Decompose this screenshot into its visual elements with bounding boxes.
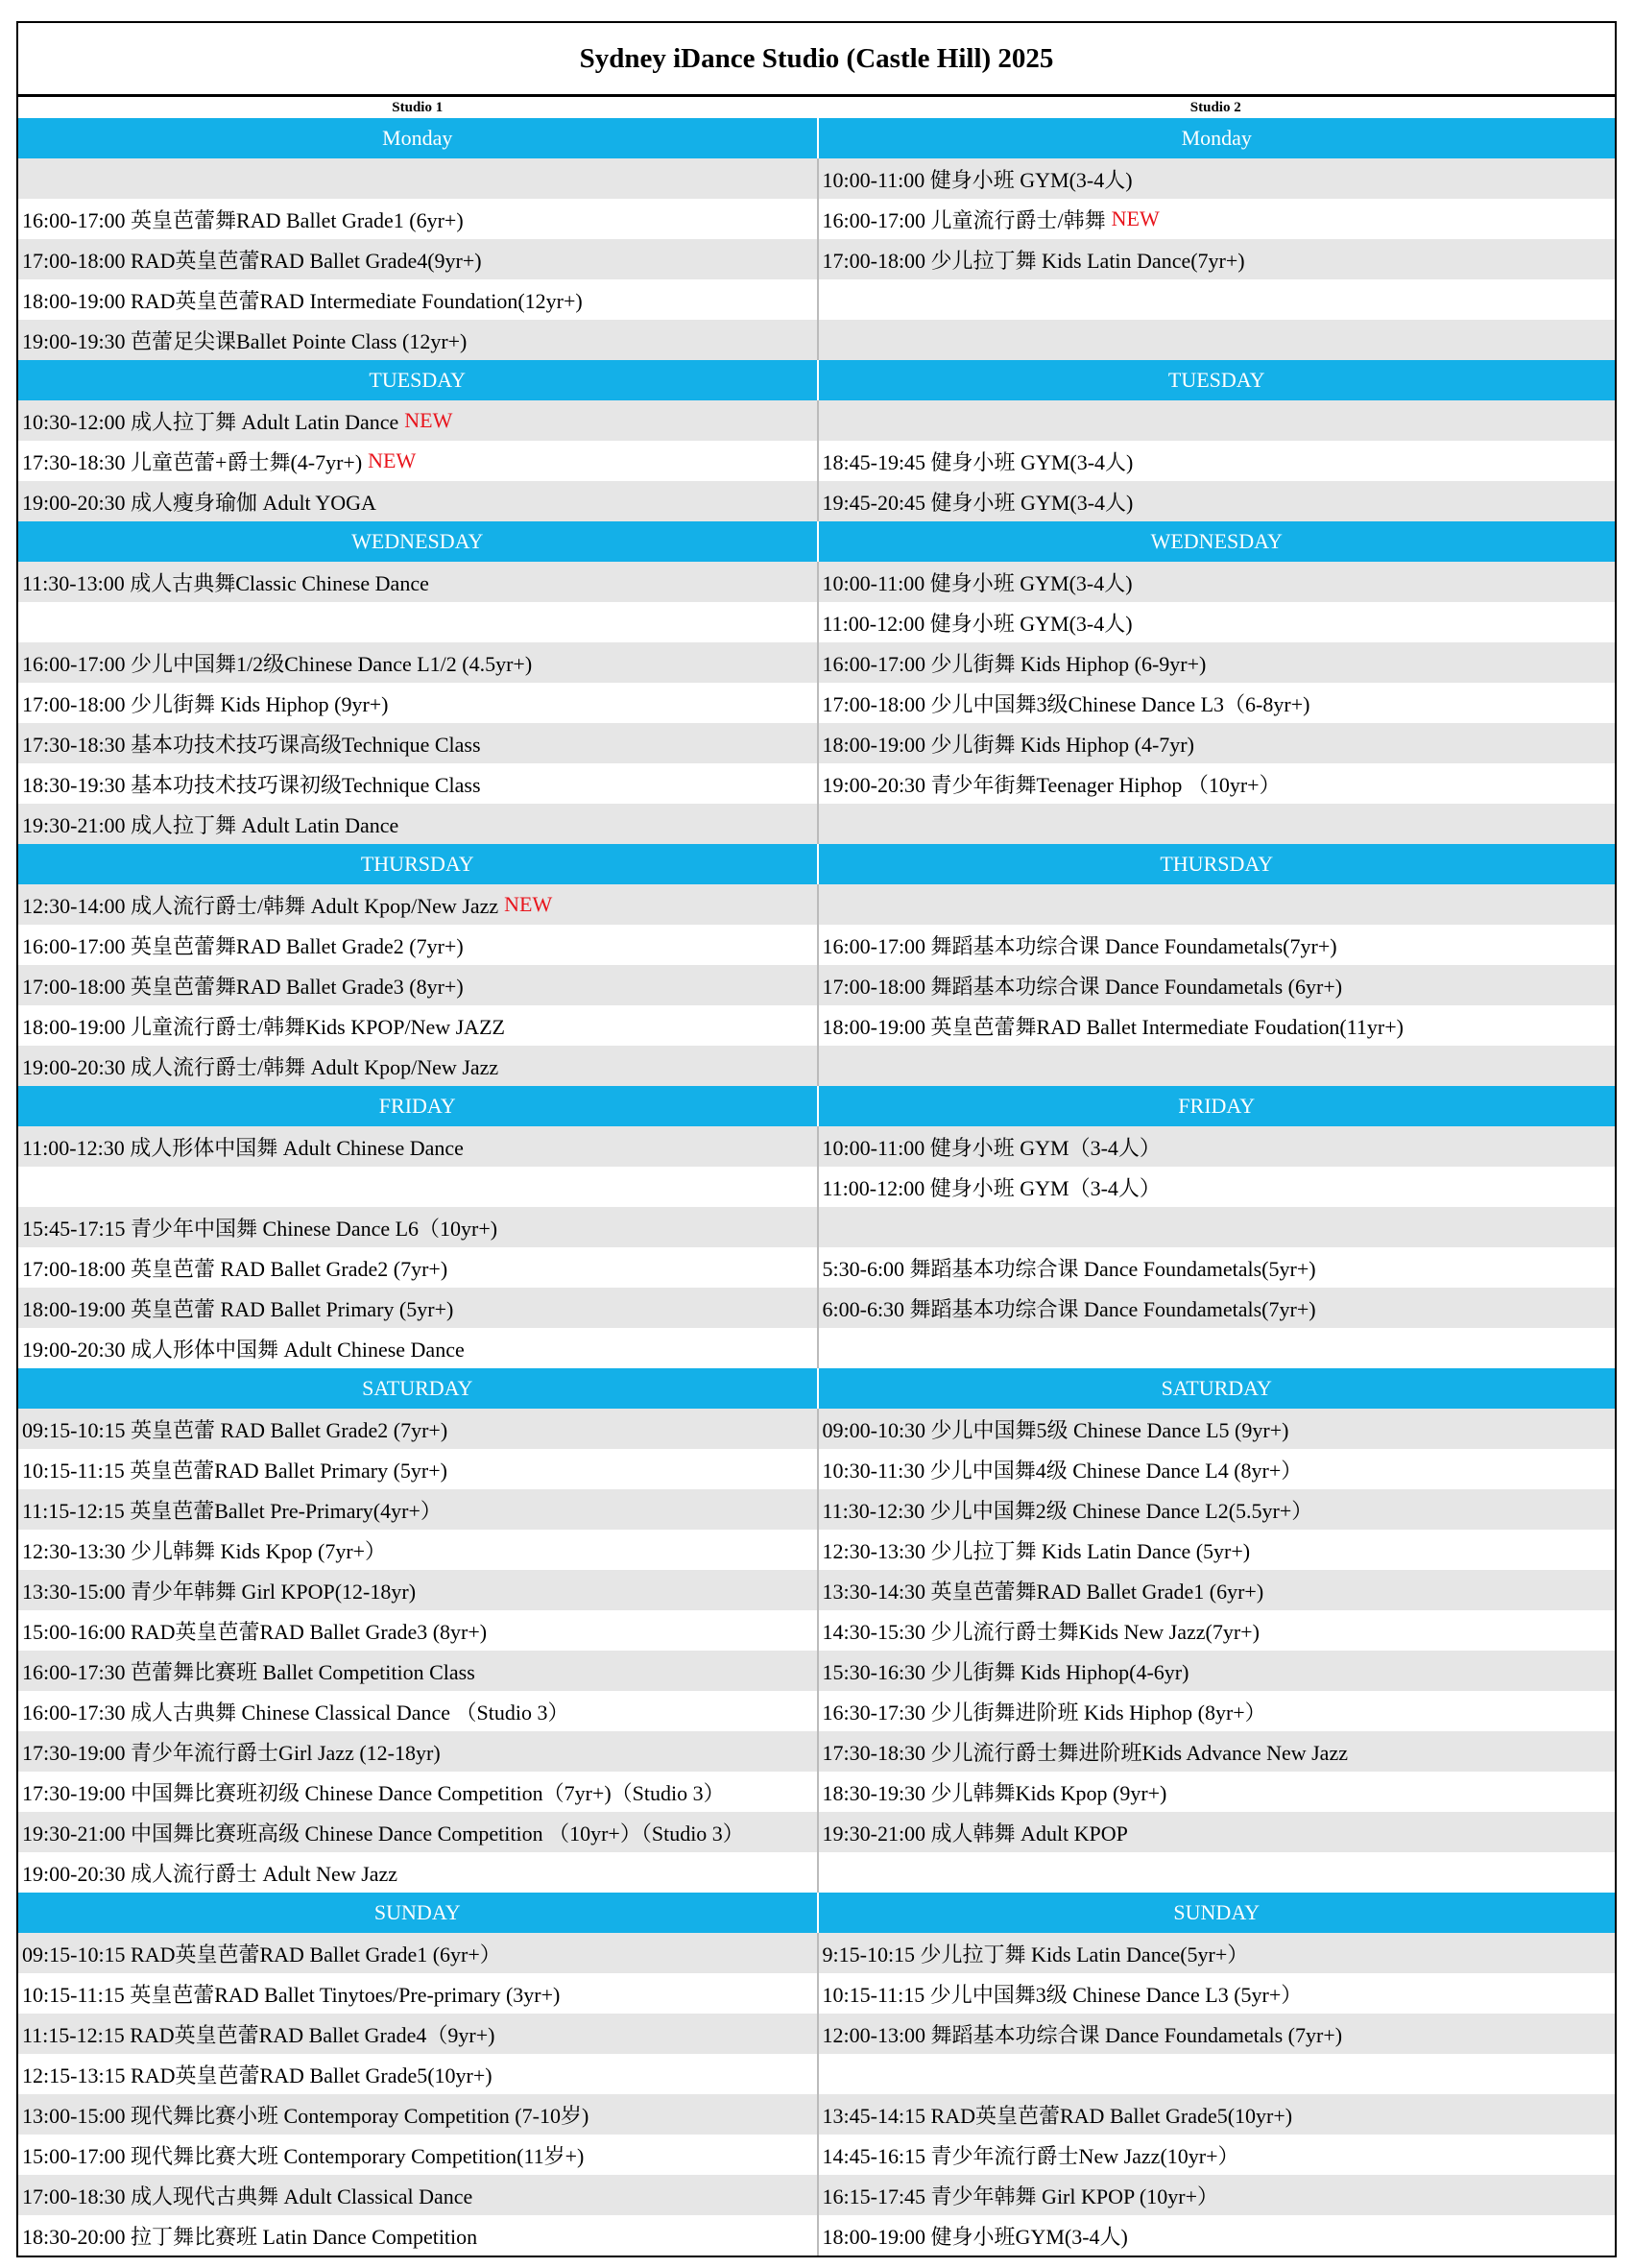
class-cell-studio-2 [817, 1852, 1616, 1893]
table-row [18, 158, 1615, 199]
class-cell-studio-1 [18, 1207, 817, 1247]
class-text: 18:30-20:00 拉丁舞比赛班 Latin Dance Competition [22, 2224, 478, 2249]
class-cell-studio-1 [18, 642, 817, 683]
class-cell-studio-1 [18, 1852, 817, 1893]
class-text: 12:00-13:00 舞蹈基本功综合课 Dance Foundametals (7yr+) [822, 2022, 1343, 2047]
class-cell-studio-2 [817, 965, 1616, 1005]
table-row [18, 1610, 1615, 1651]
day-header-studio-2: SATURDAY [817, 1368, 1616, 1409]
day-header-row [18, 1368, 1615, 1409]
class-cell-studio-2 [817, 1933, 1616, 1973]
table-row [18, 642, 1615, 683]
new-badge: NEW [504, 892, 553, 916]
class-cell-studio-1 [18, 1973, 817, 2014]
table-row [18, 1005, 1615, 1046]
class-text: 13:30-14:30 英皇芭蕾舞RAD Ballet Grade1 (6yr+) [822, 1579, 1264, 1604]
table-row [18, 1247, 1615, 1288]
class-text: 18:00-19:00 RAD英皇芭蕾RAD Intermediate Foundation(12yr+) [22, 288, 583, 313]
class-text: 18:00-19:00 英皇芭蕾 RAD Ballet Primary (5yr+) [22, 1296, 454, 1321]
page-title: Sydney iDance Studio (Castle Hill) 2025 [18, 23, 1615, 97]
class-text: 19:45-20:45 健身小班 GYM(3-4人) [822, 490, 1134, 515]
table-row [18, 1489, 1615, 1530]
class-cell-studio-2 [817, 1489, 1616, 1530]
class-text: 17:30-18:30 少儿流行爵士舞进阶班Kids Advance New Jazz [822, 1740, 1348, 1765]
table-row [18, 1973, 1615, 2014]
table-row [18, 1207, 1615, 1247]
studio-header-row [18, 97, 1615, 118]
class-cell-studio-1 [18, 1288, 817, 1328]
class-text: 10:15-11:15 英皇芭蕾RAD Ballet Primary (5yr+) [22, 1458, 447, 1483]
day-header-studio-1: WEDNESDAY [18, 521, 817, 562]
class-cell-studio-2 [817, 1409, 1616, 1449]
class-text: 09:15-10:15 RAD英皇芭蕾RAD Ballet Grade1 (6yr+） [22, 1942, 501, 1966]
class-text: 16:00-17:00 儿童流行爵士/韩舞 [822, 207, 1106, 232]
table-row [18, 320, 1615, 360]
table-row [18, 1731, 1615, 1772]
class-cell-studio-2 [817, 1167, 1616, 1207]
class-text: 17:00-18:30 成人现代古典舞 Adult Classical Dance [22, 2184, 473, 2208]
new-badge: NEW [404, 408, 453, 432]
class-cell-studio-2 [817, 2135, 1616, 2175]
table-row [18, 763, 1615, 804]
class-cell-studio-2 [817, 1005, 1616, 1046]
class-text: 16:00-17:30 成人古典舞 Chinese Classical Dance （Studio 3） [22, 1700, 569, 1725]
class-text: 18:00-19:00 英皇芭蕾舞RAD Ballet Intermediate Foudation(11yr+) [822, 1014, 1404, 1039]
day-header-row [18, 844, 1615, 884]
table-row [18, 723, 1615, 763]
class-text: 17:00-18:00 少儿拉丁舞 Kids Latin Dance(7yr+) [822, 248, 1245, 273]
class-cell-studio-1 [18, 925, 817, 965]
class-text: 14:30-15:30 少儿流行爵士舞Kids New Jazz(7yr+) [822, 1619, 1260, 1644]
table-row [18, 965, 1615, 1005]
class-text: 10:00-11:00 健身小班 GYM(3-4人) [822, 570, 1133, 595]
class-cell-studio-1 [18, 602, 817, 642]
class-cell-studio-2 [817, 683, 1616, 723]
table-row [18, 562, 1615, 602]
class-text: 17:00-18:00 英皇芭蕾舞RAD Ballet Grade3 (8yr+) [22, 974, 464, 999]
class-cell-studio-2 [817, 1772, 1616, 1812]
class-cell-studio-2 [817, 763, 1616, 804]
day-header-studio-1: TUESDAY [18, 360, 817, 400]
class-cell-studio-1 [18, 1409, 817, 1449]
class-cell-studio-1 [18, 683, 817, 723]
class-text: 11:15-12:15 英皇芭蕾Ballet Pre-Primary(4yr+） [22, 1498, 442, 1523]
class-text: 16:00-17:00 英皇芭蕾舞RAD Ballet Grade2 (7yr+) [22, 933, 464, 958]
class-cell-studio-1 [18, 2215, 817, 2256]
table-row [18, 1530, 1615, 1570]
class-cell-studio-1 [18, 804, 817, 844]
class-text: 11:15-12:15 RAD英皇芭蕾RAD Ballet Grade4（9yr+) [22, 2022, 495, 2047]
class-cell-studio-1 [18, 1530, 817, 1570]
class-text: 12:30-14:00 成人流行爵士/韩舞 Adult Kpop/New Jazz [22, 893, 499, 918]
table-row [18, 1449, 1615, 1489]
class-cell-studio-2 [817, 1651, 1616, 1691]
class-cell-studio-1 [18, 1812, 817, 1852]
class-text: 13:30-15:00 青少年韩舞 Girl KPOP(12-18yr) [22, 1579, 417, 1604]
table-row [18, 884, 1615, 925]
class-cell-studio-2 [817, 804, 1616, 844]
class-cell-studio-2 [817, 400, 1616, 441]
table-row [18, 400, 1615, 441]
class-text: 12:30-13:30 少儿韩舞 Kids Kpop (7yr+） [22, 1538, 387, 1563]
class-cell-studio-2 [817, 2094, 1616, 2135]
class-text: 11:00-12:00 健身小班 GYM(3-4人) [822, 611, 1133, 636]
class-text: 16:30-17:30 少儿街舞进阶班 Kids Hiphop (8yr+） [822, 1700, 1266, 1725]
class-cell-studio-1 [18, 2054, 817, 2094]
table-row [18, 2175, 1615, 2215]
class-text: 10:15-11:15 英皇芭蕾RAD Ballet Tinytoes/Pre-primary (3yr+) [22, 1982, 561, 2007]
table-row [18, 1651, 1615, 1691]
class-cell-studio-2 [817, 2014, 1616, 2054]
day-header-row [18, 521, 1615, 562]
class-cell-studio-2 [817, 562, 1616, 602]
table-row [18, 804, 1615, 844]
class-text: 11:30-12:30 少儿中国舞2级 Chinese Dance L2(5.5yr+） [822, 1498, 1313, 1523]
class-cell-studio-1 [18, 2135, 817, 2175]
class-text: 16:00-17:00 少儿街舞 Kids Hiphop (6-9yr+) [822, 651, 1207, 676]
class-text: 12:30-13:30 少儿拉丁舞 Kids Latin Dance (5yr+) [822, 1538, 1251, 1563]
studio-2-header: Studio 2 [817, 97, 1616, 118]
class-cell-studio-1 [18, 481, 817, 521]
class-text: 17:30-18:30 儿童芭蕾+爵士舞(4-7yr+) [22, 449, 363, 474]
studio-1-header: Studio 1 [18, 97, 817, 118]
class-cell-studio-1 [18, 239, 817, 279]
class-text: 10:00-11:00 健身小班 GYM(3-4人) [822, 167, 1133, 192]
day-header-studio-2: WEDNESDAY [817, 521, 1616, 562]
class-text: 15:45-17:15 青少年中国舞 Chinese Dance L6（10yr+) [22, 1216, 498, 1241]
class-text: 16:15-17:45 青少年韩舞 Girl KPOP (10yr+） [822, 2184, 1218, 2208]
class-cell-studio-1 [18, 2014, 817, 2054]
class-text: 16:00-17:00 少儿中国舞1/2级Chinese Dance L1/2 (4.5yr+) [22, 651, 533, 676]
class-cell-studio-2 [817, 279, 1616, 320]
class-cell-studio-2 [817, 1973, 1616, 2014]
class-text: 18:00-19:00 少儿街舞 Kids Hiphop (4-7yr) [822, 732, 1194, 757]
class-text: 19:00-19:30 芭蕾足尖课Ballet Pointe Class (12yr+) [22, 328, 468, 353]
day-header-studio-2: TUESDAY [817, 360, 1616, 400]
class-cell-studio-1 [18, 1933, 817, 1973]
class-cell-studio-2 [817, 1247, 1616, 1288]
class-text: 19:00-20:30 成人流行爵士/韩舞 Adult Kpop/New Jazz [22, 1054, 499, 1079]
class-cell-studio-1 [18, 279, 817, 320]
class-text: 17:30-19:00 青少年流行爵士Girl Jazz (12-18yr) [22, 1740, 441, 1765]
table-row [18, 2054, 1615, 2094]
class-text: 17:00-18:00 舞蹈基本功综合课 Dance Foundametals (6yr+) [822, 974, 1343, 999]
class-text: 17:00-18:00 少儿中国舞3级Chinese Dance L3（6-8yr+) [822, 691, 1310, 716]
class-cell-studio-1 [18, 158, 817, 199]
class-cell-studio-1 [18, 1247, 817, 1288]
table-row [18, 2014, 1615, 2054]
class-text: 19:30-21:00 成人韩舞 Adult KPOP [822, 1821, 1128, 1846]
class-cell-studio-2 [817, 481, 1616, 521]
table-row [18, 2135, 1615, 2175]
class-text: 16:00-17:00 舞蹈基本功综合课 Dance Foundametals(7yr+) [822, 933, 1337, 958]
class-cell-studio-2 [817, 1610, 1616, 1651]
table-row [18, 683, 1615, 723]
class-text: 19:00-20:30 成人形体中国舞 Adult Chinese Dance [22, 1337, 465, 1362]
class-cell-studio-1 [18, 2175, 817, 2215]
table-row [18, 1046, 1615, 1086]
table-row [18, 1852, 1615, 1893]
class-text: 18:45-19:45 健身小班 GYM(3-4人) [822, 449, 1134, 474]
class-cell-studio-1 [18, 1005, 817, 1046]
class-cell-studio-1 [18, 1126, 817, 1167]
class-text: 11:00-12:30 成人形体中国舞 Adult Chinese Dance [22, 1135, 464, 1160]
class-cell-studio-1 [18, 1570, 817, 1610]
day-header-studio-1: SUNDAY [18, 1893, 817, 1933]
class-cell-studio-2 [817, 642, 1616, 683]
class-text: 19:00-20:30 成人瘦身瑜伽 Adult YOGA [22, 490, 376, 515]
class-text: 10:15-11:15 少儿中国舞3级 Chinese Dance L3 (5yr+） [822, 1982, 1303, 2007]
day-header-studio-2: Monday [817, 118, 1616, 158]
class-text: 19:00-20:30 成人流行爵士 Adult New Jazz [22, 1861, 398, 1886]
class-cell-studio-2 [817, 1731, 1616, 1772]
class-cell-studio-2 [817, 1207, 1616, 1247]
day-header-row [18, 360, 1615, 400]
class-text: 10:30-11:30 少儿中国舞4级 Chinese Dance L4 (8yr+） [822, 1458, 1303, 1483]
day-header-row [18, 1086, 1615, 1126]
table-row [18, 239, 1615, 279]
class-cell-studio-1 [18, 1772, 817, 1812]
class-cell-studio-2 [817, 2215, 1616, 2256]
class-cell-studio-1 [18, 965, 817, 1005]
class-text: 18:00-19:00 儿童流行爵士/韩舞Kids KPOP/New JAZZ [22, 1014, 505, 1039]
class-text: 13:45-14:15 RAD英皇芭蕾RAD Ballet Grade5(10yr+) [822, 2103, 1293, 2128]
table-row [18, 1772, 1615, 1812]
timetable-sheet [16, 21, 1617, 2257]
class-cell-studio-1 [18, 562, 817, 602]
class-cell-studio-1 [18, 1610, 817, 1651]
class-text: 09:00-10:30 少儿中国舞5级 Chinese Dance L5 (9yr+) [822, 1417, 1289, 1442]
table-row [18, 925, 1615, 965]
class-text: 15:00-16:00 RAD英皇芭蕾RAD Ballet Grade3 (8yr+) [22, 1619, 488, 1644]
class-cell-studio-2 [817, 925, 1616, 965]
class-cell-studio-1 [18, 1489, 817, 1530]
class-cell-studio-2 [817, 1530, 1616, 1570]
class-cell-studio-2 [817, 1449, 1616, 1489]
class-cell-studio-2 [817, 1288, 1616, 1328]
day-header-studio-1: FRIDAY [18, 1086, 817, 1126]
new-badge: NEW [1111, 206, 1160, 230]
class-cell-studio-1 [18, 1449, 817, 1489]
class-cell-studio-1 [18, 2094, 817, 2135]
class-text: 6:00-6:30 舞蹈基本功综合课 Dance Foundametals(7yr+) [822, 1296, 1316, 1321]
class-text: 19:30-21:00 成人拉丁舞 Adult Latin Dance [22, 812, 399, 837]
day-header-studio-1: Monday [18, 118, 817, 158]
class-text: 17:30-19:00 中国舞比赛班初级 Chinese Dance Competition（7yr+)（Studio 3） [22, 1780, 725, 1805]
day-header-studio-2: THURSDAY [817, 844, 1616, 884]
table-row [18, 2215, 1615, 2256]
class-text: 14:45-16:15 青少年流行爵士New Jazz(10yr+） [822, 2143, 1239, 2168]
table-row [18, 1288, 1615, 1328]
class-cell-studio-2 [817, 158, 1616, 199]
table-row [18, 1126, 1615, 1167]
class-cell-studio-2 [817, 2054, 1616, 2094]
class-cell-studio-2 [817, 199, 1616, 239]
class-cell-studio-2 [817, 1691, 1616, 1731]
class-text: 17:30-18:30 基本功技术技巧课高级Technique Class [22, 732, 481, 757]
table-row [18, 199, 1615, 239]
class-text: 18:30-19:30 少儿韩舞Kids Kpop (9yr+) [822, 1780, 1167, 1805]
class-text: 11:00-12:00 健身小班 GYM（3-4人） [822, 1175, 1161, 1200]
class-cell-studio-2 [817, 1570, 1616, 1610]
class-text: 15:30-16:30 少儿街舞 Kids Hiphop(4-6yr) [822, 1659, 1189, 1684]
class-cell-studio-1 [18, 1167, 817, 1207]
day-header-studio-2: FRIDAY [817, 1086, 1616, 1126]
table-row [18, 481, 1615, 521]
table-row [18, 1409, 1615, 1449]
schedule-table [18, 97, 1615, 2256]
class-text: 5:30-6:00 舞蹈基本功综合课 Dance Foundametals(5yr+) [822, 1256, 1316, 1281]
class-cell-studio-2 [817, 239, 1616, 279]
class-cell-studio-2 [817, 1046, 1616, 1086]
class-cell-studio-2 [817, 884, 1616, 925]
class-cell-studio-1 [18, 320, 817, 360]
class-text: 19:30-21:00 中国舞比赛班高级 Chinese Dance Competition （10yr+）（Studio 3） [22, 1821, 744, 1846]
day-header-studio-2: SUNDAY [817, 1893, 1616, 1933]
class-cell-studio-1 [18, 884, 817, 925]
table-row [18, 1812, 1615, 1852]
class-cell-studio-1 [18, 1046, 817, 1086]
class-cell-studio-2 [817, 723, 1616, 763]
class-text: 9:15-10:15 少儿拉丁舞 Kids Latin Dance(5yr+） [822, 1942, 1249, 1966]
class-cell-studio-2 [817, 2175, 1616, 2215]
class-cell-studio-2 [817, 441, 1616, 481]
class-cell-studio-1 [18, 1731, 817, 1772]
class-text: 10:00-11:00 健身小班 GYM（3-4人） [822, 1135, 1161, 1160]
table-row [18, 441, 1615, 481]
class-cell-studio-2 [817, 602, 1616, 642]
day-header-row [18, 1893, 1615, 1933]
table-row [18, 602, 1615, 642]
table-row [18, 1167, 1615, 1207]
table-row [18, 1933, 1615, 1973]
class-cell-studio-1 [18, 199, 817, 239]
class-text: 18:30-19:30 基本功技术技巧课初级Technique Class [22, 772, 481, 797]
class-cell-studio-1 [18, 723, 817, 763]
class-cell-studio-1 [18, 441, 817, 481]
class-text: 16:00-17:00 英皇芭蕾舞RAD Ballet Grade1 (6yr+) [22, 207, 464, 232]
class-text: 10:30-12:00 成人拉丁舞 Adult Latin Dance [22, 409, 399, 434]
class-text: 17:00-18:00 少儿街舞 Kids Hiphop (9yr+) [22, 691, 389, 716]
class-text: 16:00-17:30 芭蕾舞比赛班 Ballet Competition Class [22, 1659, 475, 1684]
class-text: 09:15-10:15 英皇芭蕾 RAD Ballet Grade2 (7yr+) [22, 1417, 448, 1442]
class-cell-studio-2 [817, 1812, 1616, 1852]
day-header-studio-1: SATURDAY [18, 1368, 817, 1409]
day-header-studio-1: THURSDAY [18, 844, 817, 884]
class-text: 19:00-20:30 青少年街舞Teenager Hiphop （10yr+） [822, 772, 1281, 797]
class-text: 17:00-18:00 英皇芭蕾 RAD Ballet Grade2 (7yr+) [22, 1256, 448, 1281]
class-cell-studio-1 [18, 763, 817, 804]
table-row [18, 279, 1615, 320]
table-row [18, 1570, 1615, 1610]
table-row [18, 2094, 1615, 2135]
class-cell-studio-1 [18, 400, 817, 441]
class-text: 11:30-13:00 成人古典舞Classic Chinese Dance [22, 570, 429, 595]
class-cell-studio-2 [817, 1328, 1616, 1368]
class-cell-studio-2 [817, 1126, 1616, 1167]
class-text: 18:00-19:00 健身小班GYM(3-4人) [822, 2224, 1128, 2249]
class-text: 13:00-15:00 现代舞比赛小班 Contemporay Competition (7-10岁) [22, 2103, 589, 2128]
day-header-row [18, 118, 1615, 158]
class-cell-studio-1 [18, 1691, 817, 1731]
table-row [18, 1328, 1615, 1368]
class-text: 15:00-17:00 现代舞比赛大班 Contemporary Competition(11岁+) [22, 2143, 585, 2168]
class-cell-studio-1 [18, 1651, 817, 1691]
new-badge: NEW [368, 448, 417, 472]
table-row [18, 1691, 1615, 1731]
class-text: 12:15-13:15 RAD英皇芭蕾RAD Ballet Grade5(10yr+) [22, 2063, 492, 2087]
class-cell-studio-1 [18, 1328, 817, 1368]
class-text: 17:00-18:00 RAD英皇芭蕾RAD Ballet Grade4(9yr+) [22, 248, 482, 273]
class-cell-studio-2 [817, 320, 1616, 360]
